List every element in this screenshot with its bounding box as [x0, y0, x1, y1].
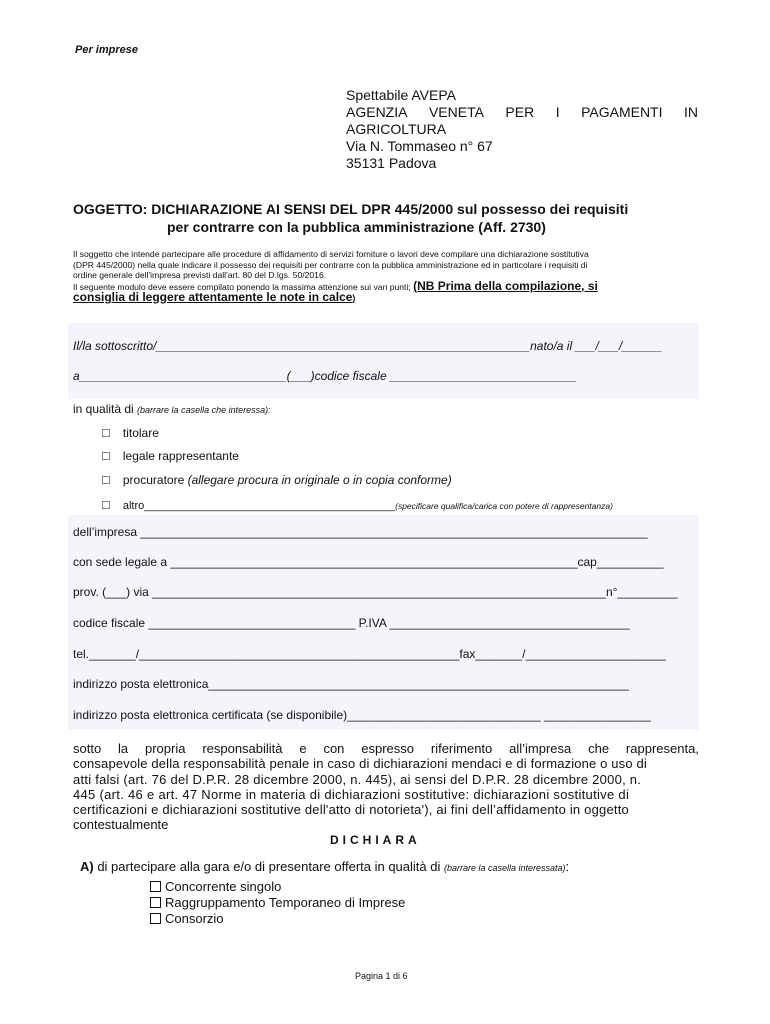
phone-fax-field[interactable]: tel._______/________________________________________________fax_______/_____________________ — [73, 647, 666, 661]
option-label: Consorzio — [165, 911, 224, 926]
email-field[interactable]: indirizzo posta elettronica_______________________________________________________________ — [73, 677, 629, 691]
body-word: sotto — [73, 741, 102, 756]
qualita-text: in qualità di — [73, 402, 138, 416]
role-option-procuratore[interactable] — [101, 471, 452, 489]
recipient-word: AGENZIA — [346, 104, 408, 120]
page-number: Pagina 1 di 6 — [355, 971, 408, 981]
body-word: la — [118, 741, 129, 756]
option-concorrente-singolo[interactable] — [150, 879, 405, 895]
intro-line: ordine generale dell'impresa previsti dall'art. 80 del D.lgs. 50/2016. — [73, 270, 327, 280]
intro-paragraph — [73, 249, 699, 304]
body-word: all’impresa — [509, 741, 572, 756]
subject-line-1: OGGETTO: DICHIARAZIONE AI SENSI DEL DPR 445/2000 sul possesso dei requisiti — [73, 201, 629, 217]
option-label: Raggruppamento Temporaneo di Imprese — [165, 895, 406, 910]
legal-seat-field[interactable]: con sede legale a _____________________________________________________________cap__________ — [73, 555, 664, 569]
nb-note: (NB Prima della compilazione, si — [413, 278, 598, 293]
section-a-hint: (barrare la casella interessata) — [443, 863, 566, 873]
header-note: Per imprese — [75, 44, 138, 56]
recipient-word: VENETA — [428, 104, 484, 120]
nb-close: ) — [352, 293, 356, 303]
recipient-address — [346, 87, 698, 172]
checkbox-icon[interactable] — [150, 881, 161, 892]
role-note: (specificare qualifica/carica con potere di rappresentanza) — [395, 501, 613, 511]
qualita-label — [73, 402, 271, 416]
pec-field[interactable]: indirizzo posta elettronica certificata (se disponibile)_____________________________ ________________ — [73, 708, 651, 722]
body-line: consapevole della responsabilità penale in caso di dichiarazioni mendaci e di formazione o uso di — [73, 756, 647, 772]
section-a — [80, 859, 569, 874]
intro-line: (DPR 445/2000) nella quale indicare il possesso dei requisiti per contrarre con la pubblica amministrazione ed in particolare i requisiti di — [73, 259, 588, 270]
intro-line: Il soggetto che intende partecipare alle procedure di affidamento di servizi forniture o lavori deve compilare una dichiarazione sostitutiva — [73, 249, 589, 259]
subject-line-2: per contrarre con la pubblica amministrazione (Aff. 2730) — [167, 219, 546, 235]
body-word: propria — [145, 741, 186, 756]
intro-line — [73, 292, 699, 304]
recipient-line-justified — [346, 104, 698, 121]
recipient-line: 35131 Padova — [346, 155, 437, 171]
role-label[interactable]: altro_________________________________________ — [122, 500, 396, 512]
body-word: che — [588, 741, 610, 756]
declaration-paragraph — [73, 741, 699, 833]
body-line: contestualmente — [73, 817, 169, 833]
checkbox-icon[interactable]: ☐ — [101, 428, 111, 440]
company-name-field[interactable]: dell’impresa ____________________________________________________________________________ — [73, 525, 648, 539]
recipient-word: PER — [505, 104, 535, 120]
recipient-word: IN — [683, 104, 698, 120]
recipient-line: Spettabile AVEPA — [346, 87, 456, 103]
cf-vat-field[interactable]: codice fiscale _______________________________ P.IVA ____________________________________ — [73, 616, 630, 630]
body-line: certificazioni e dichiarazioni sostitutive dell'atto di notorieta'), ai fini dell’affidamento in oggetto — [73, 802, 629, 818]
role-option-titolare[interactable] — [101, 424, 159, 442]
checkbox-icon[interactable]: ☐ — [101, 475, 111, 487]
participation-options — [150, 879, 405, 927]
body-word: e — [299, 741, 307, 756]
checkbox-icon[interactable] — [150, 913, 161, 924]
checkbox-icon[interactable]: ☐ — [101, 500, 111, 512]
birthplace-cf-field[interactable]: a_______________________________(___)codice fiscale ____________________________ — [73, 369, 577, 383]
section-a-text: di partecipare alla gara e/o di presentare offerta in qualità di — [93, 859, 444, 874]
recipient-word: I — [555, 104, 560, 120]
body-word: rappresenta, — [625, 741, 699, 756]
role-label: titolare — [122, 426, 159, 440]
checkbox-icon[interactable]: ☐ — [101, 451, 111, 463]
option-label: Concorrente singolo — [165, 879, 282, 894]
role-label: legale rappresentante — [122, 449, 239, 463]
dichiara-heading: DICHIARA — [330, 833, 421, 847]
intro-instruction: Il seguente modulo deve essere compilato ponendo la massima attenzione sui vari punti; — [73, 281, 414, 292]
recipient-line: Via N. Tommaseo n° 67 — [346, 138, 493, 154]
qualita-hint: (barrare la casella che interessa): — [137, 405, 271, 415]
recipient-line: AGRICOLTURA — [346, 121, 447, 137]
body-line-justified — [73, 741, 699, 756]
form-field-background-top — [68, 323, 699, 399]
option-rti[interactable] — [150, 895, 405, 911]
role-note: (allegare procura in originale o in copia conforme) — [187, 473, 452, 487]
role-label: procuratore — [122, 473, 188, 487]
body-word: responsabilità — [202, 741, 283, 756]
body-word: riferimento — [430, 741, 493, 756]
nb-note: consiglia di leggere attentamente le note in calce — [73, 290, 353, 304]
role-option-legale[interactable] — [101, 447, 239, 465]
role-option-altro[interactable] — [101, 496, 613, 514]
body-line: 445 (art. 46 e art. 47 Norme in materia di dichiarazioni sostitutive: dichiarazioni sostitutive di — [73, 786, 630, 802]
section-a-colon: : — [565, 859, 570, 874]
body-word: con — [323, 741, 345, 756]
recipient-word: PAGAMENTI — [581, 104, 663, 120]
province-address-field[interactable]: prov. (___) via ____________________________________________________________________n°_________ — [73, 585, 678, 599]
sottoscritto-field[interactable]: Il/la sottoscritto/________________________________________________________nato/a il ___/___/______ — [73, 339, 663, 353]
body-word: espresso — [361, 741, 415, 756]
subject-heading — [73, 200, 628, 236]
option-consorzio[interactable] — [150, 911, 405, 927]
body-line: atti falsi (art. 76 del D.P.R. 28 dicembre 2000, n. 445), ai sensi del D.P.R. 28 dicembre 2000, n. — [73, 771, 642, 787]
section-a-marker: A) — [80, 859, 94, 874]
checkbox-icon[interactable] — [150, 897, 161, 908]
